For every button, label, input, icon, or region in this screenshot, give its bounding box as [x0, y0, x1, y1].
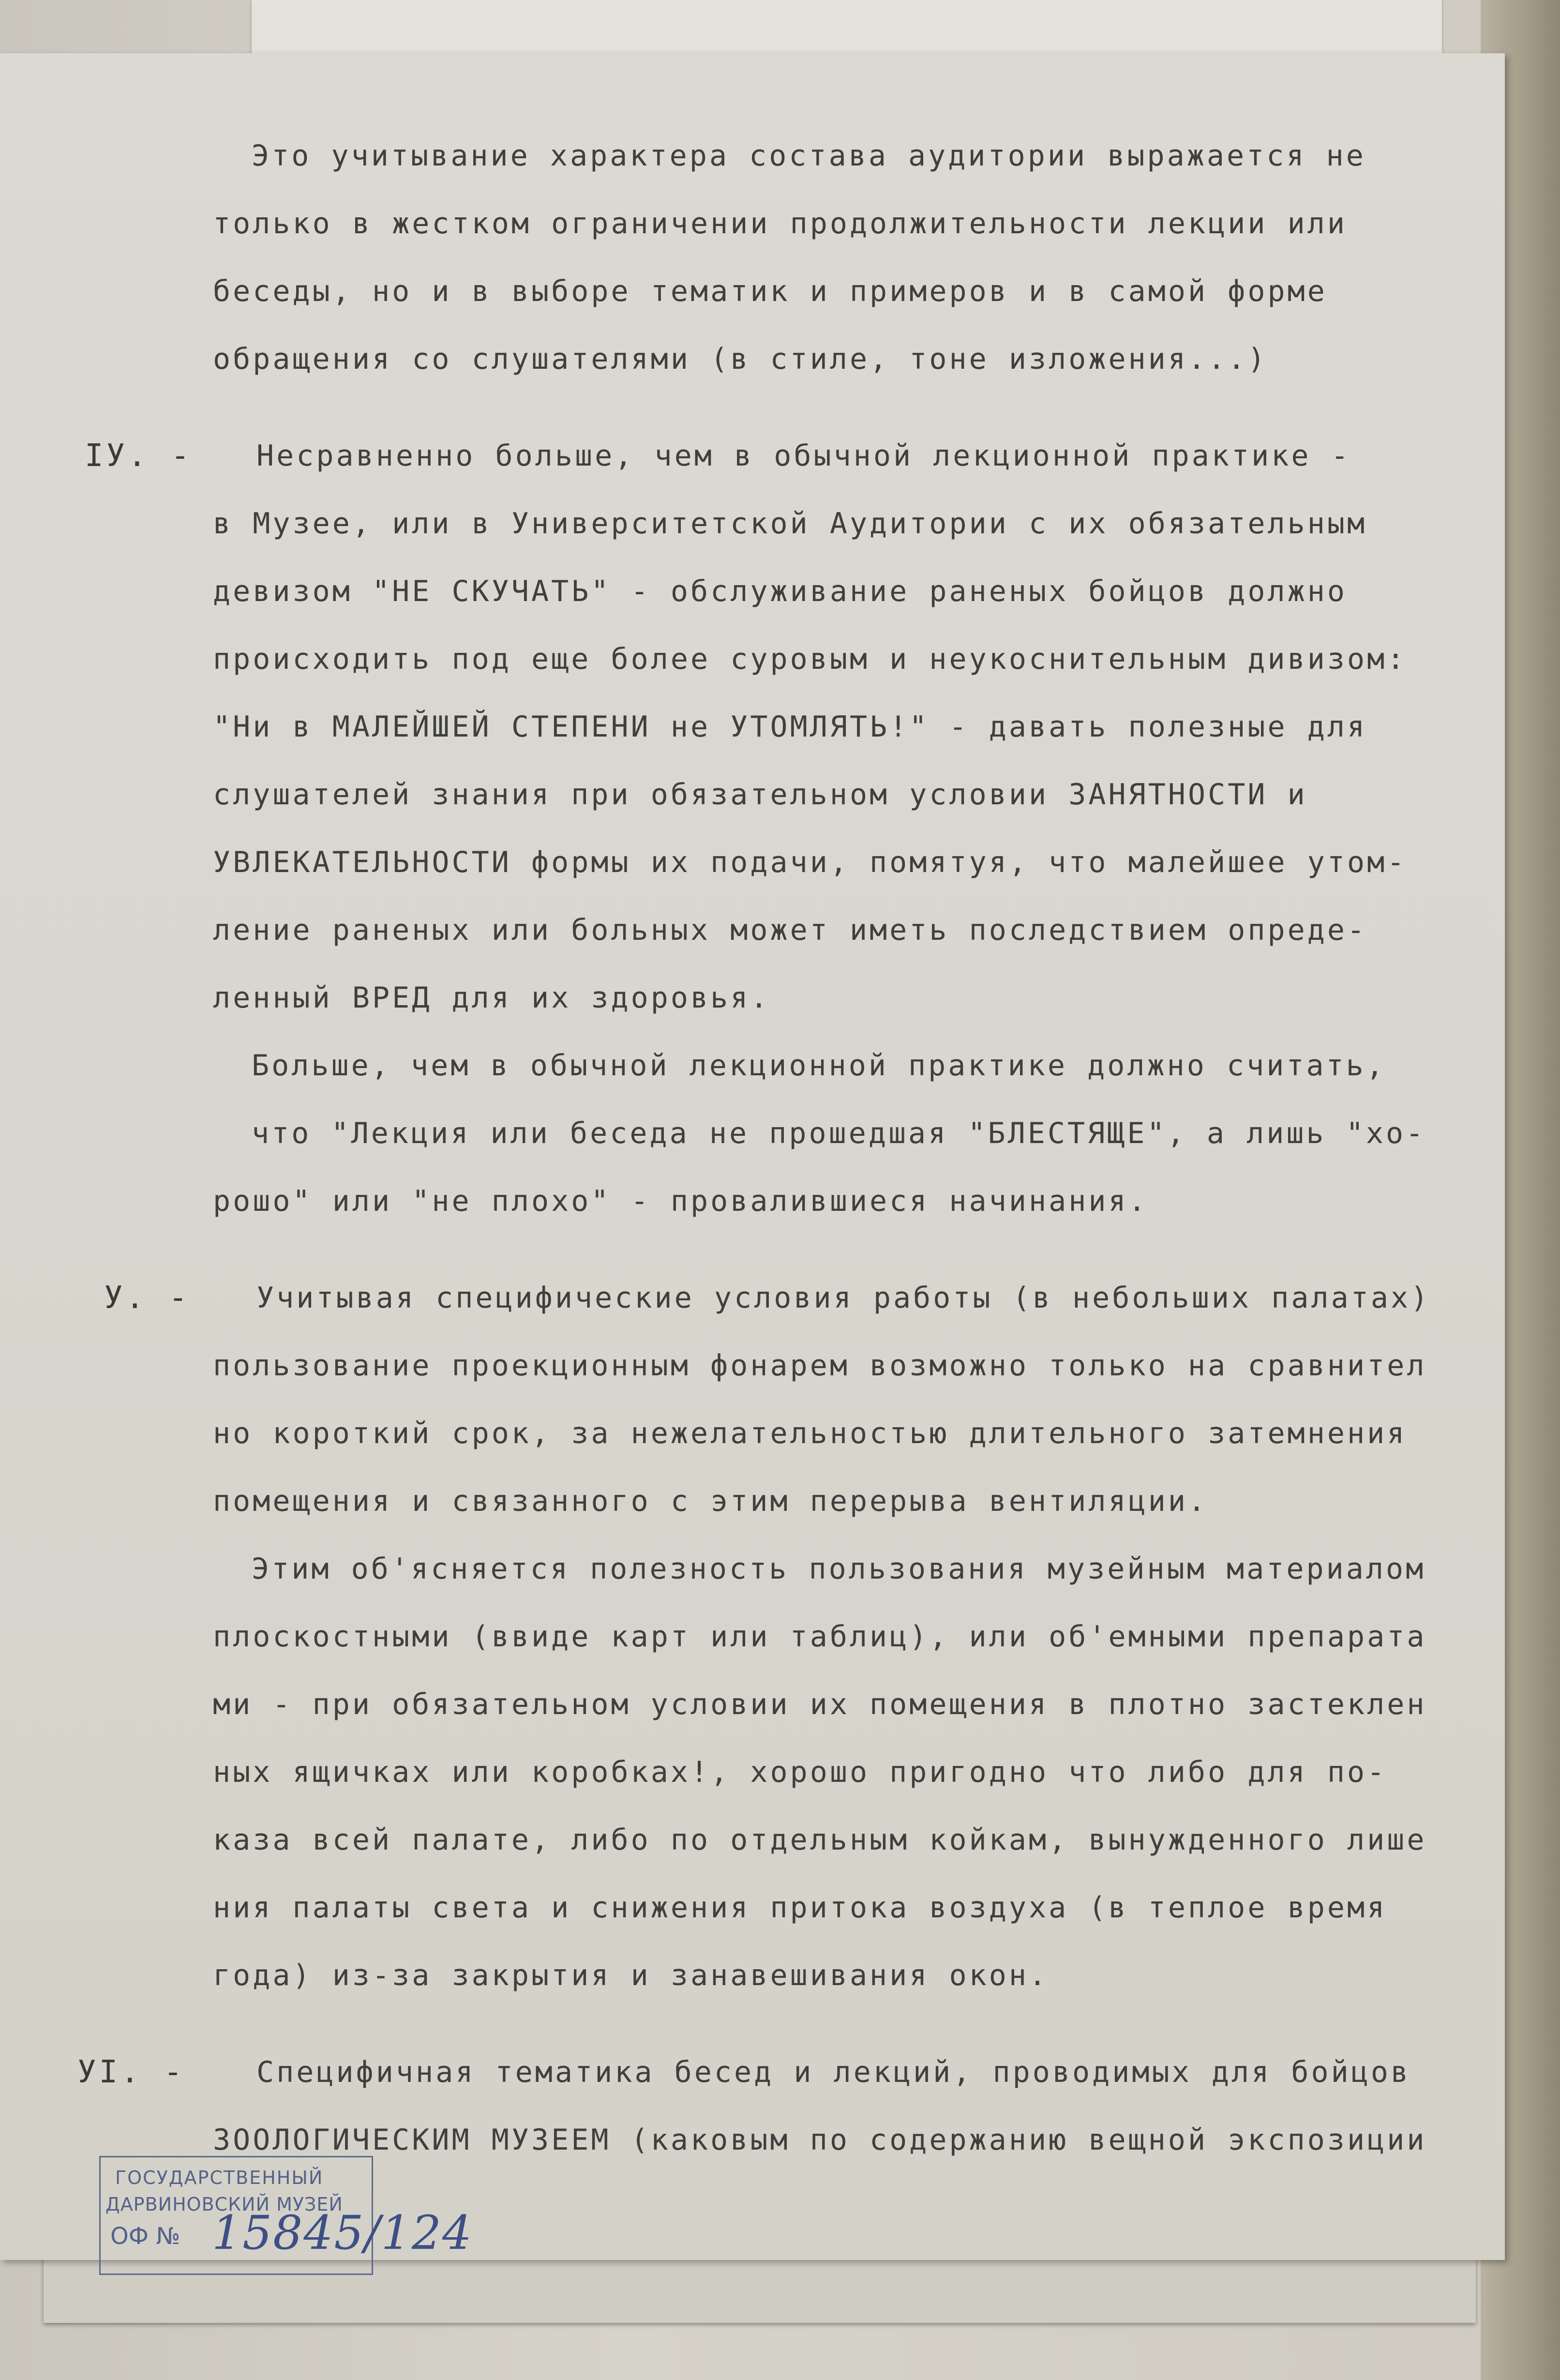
text-line: что "Лекция или беседа не прошедшая "БЛЕСТЯЩЕ", а лишь "хо- [252, 1116, 1426, 1150]
text-line: происходить под еще более суровым и неукоснительным дивизом: [213, 642, 1407, 676]
text-line: помещения и связанного с этим перерыва вентиляции. [213, 1484, 1208, 1518]
text-line: Это учитывание характера состава аудитории выражается не [252, 139, 1366, 173]
text-line: Специфичная тематика бесед и лекций, проводимых для бойцов [256, 2055, 1411, 2089]
text-line: ленный ВРЕД для их здоровья. [213, 981, 770, 1015]
stamp-line: ДАРВИНОВСКИЙ МУЗЕЙ [105, 2194, 343, 2215]
text-line: беседы, но и в выборе тематик и примеров и в самой форме [213, 274, 1327, 308]
text-line: только в жестком ограничении продолжительности лекции или [213, 207, 1348, 241]
text-line: Учитывая специфические условия работы (в небольших палатах) [256, 1281, 1431, 1315]
text-line: ми - при обязательном условии их помещения в плотно застеклен [213, 1687, 1427, 1721]
top-sheet-edge [252, 0, 1442, 58]
text-line: но короткий срок, за нежелательностью длительного затемнения [213, 1416, 1407, 1450]
stamp-line: ГОСУДАРСТВЕННЫЙ [115, 2167, 324, 2188]
text-line: "Ни в МАЛЕЙШЕЙ СТЕПЕНИ не УТОМЛЯТЬ!" - давать полезные для [213, 710, 1367, 744]
text-line: ЗООЛОГИЧЕСКИМ МУЗЕЕМ (каковым по содержанию вещной экспозиции [213, 2123, 1427, 2157]
text-line: плоскостными (ввиде карт или таблиц), или об'емными препарата [213, 1620, 1427, 1654]
text-line: слушателей знания при обязательном условии ЗАНЯТНОСТИ и [213, 778, 1307, 812]
text-line: УВЛЕКАТЕЛЬНОСТИ формы их подачи, помятуя, что малейшее утом- [213, 845, 1407, 879]
section-number: IУ. - [85, 438, 193, 474]
text-line: Больше, чем в обычной лекционной практике должно считать, [252, 1049, 1386, 1083]
text-line: пользование проекционным фонарем возможно только на сравнител [213, 1349, 1427, 1383]
handwritten-inventory-number: 15845/124 [212, 2206, 473, 2260]
section-number: У. - [104, 1280, 191, 1316]
document-page [0, 53, 1505, 2260]
text-line: года) из-за закрытия и занавешивания окон. [213, 1958, 1049, 1992]
text-line: ния палаты света и снижения притока воздуха (в теплое время [213, 1891, 1387, 1925]
text-line: Несравненно больше, чем в обычной лекционной практике - [256, 439, 1351, 473]
text-line: ление раненых или больных может иметь последствием опреде- [213, 913, 1367, 947]
text-line: Этим об'ясняется полезность пользования музейным материалом [252, 1552, 1426, 1586]
text-line: каза всей палате, либо по отдельным койкам, вынужденного лише [213, 1823, 1427, 1857]
text-line: в Музее, или в Университетской Аудитории с их обязательным [213, 507, 1367, 541]
text-line: ных ящичках или коробках!, хорошо пригодно что либо для по- [213, 1755, 1387, 1789]
text-line: девизом "НЕ СКУЧАТЬ" - обслуживание раненых бойцов должно [213, 574, 1348, 608]
stamp-line: ОФ № [110, 2223, 180, 2250]
text-line: рошо" или "не плохо" - провалившиеся начинания. [213, 1184, 1148, 1218]
museum-stamp [99, 2156, 473, 2275]
section-number: УI. - [77, 2054, 185, 2090]
text-line: обращения со слушателями (в стиле, тоне изложения...) [213, 342, 1268, 376]
